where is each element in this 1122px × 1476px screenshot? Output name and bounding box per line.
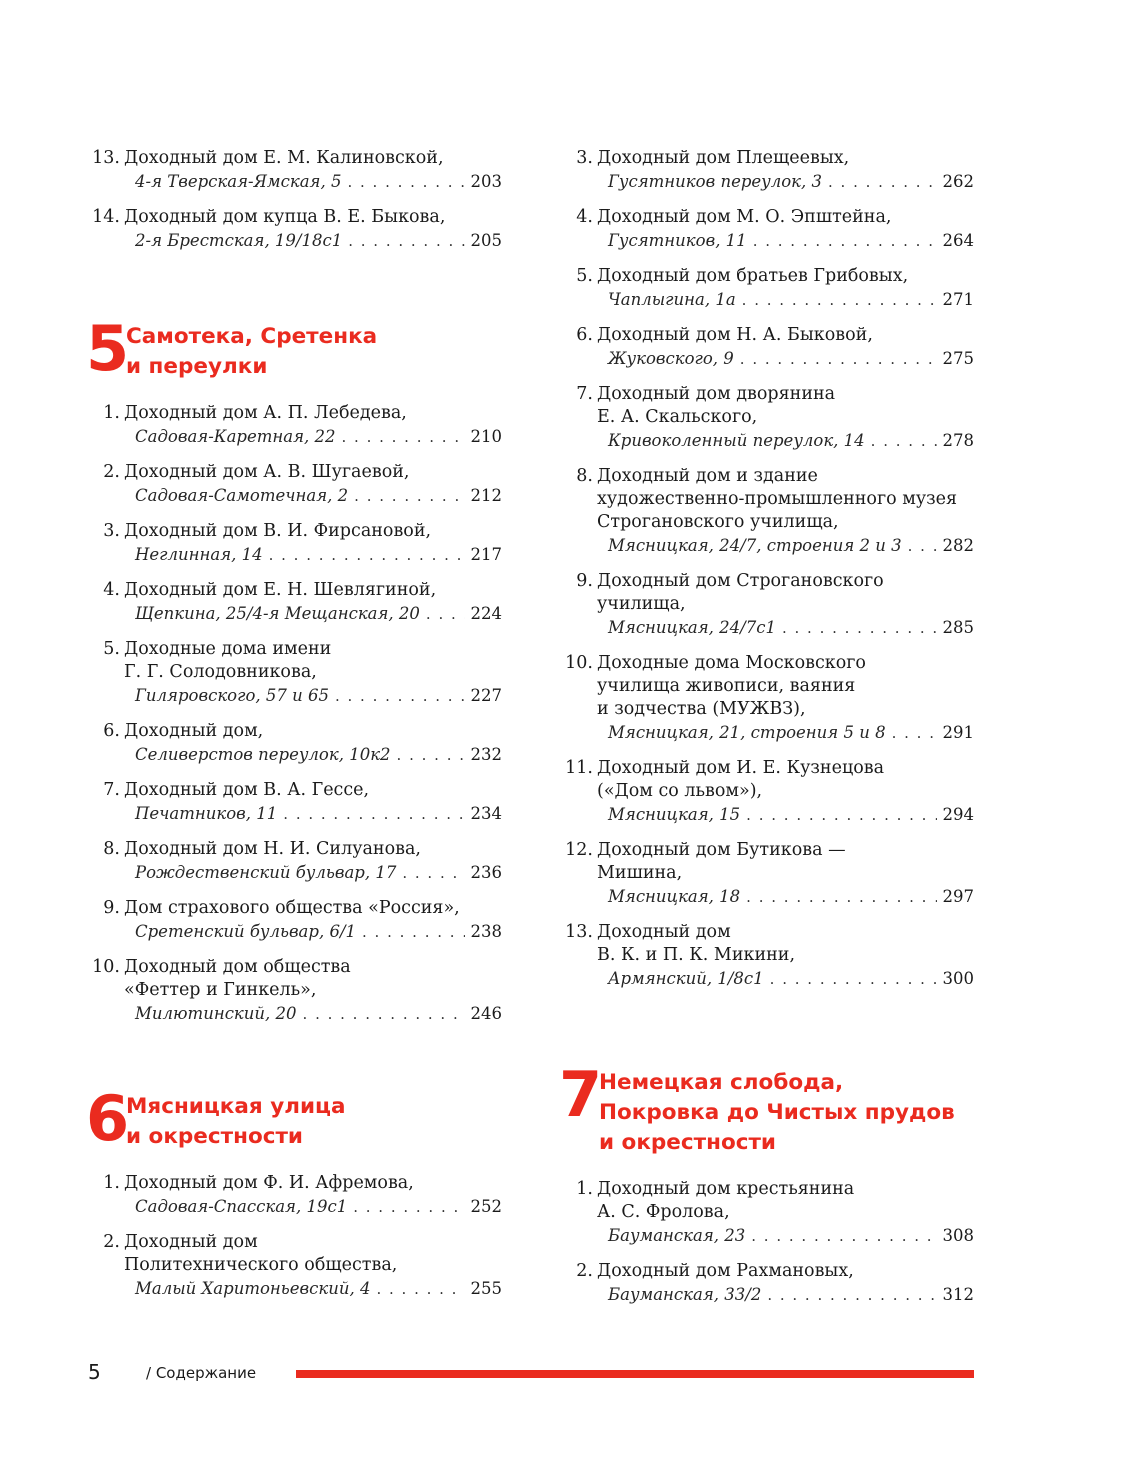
- dot-leader: [303, 1003, 465, 1026]
- dot-leader: [770, 968, 937, 991]
- entry-title-line: [90, 1254, 502, 1277]
- entry-title: («Дом со львом»),: [597, 781, 763, 801]
- entry-title-line: [563, 324, 974, 347]
- entry-address: Сретенский бульвар, 6/1: [135, 922, 357, 941]
- entry-number: 1.: [103, 403, 120, 423]
- toc-entry[interactable]: [563, 921, 974, 990]
- entry-page-number[interactable]: 252: [470, 1197, 502, 1216]
- dot-leader: [397, 744, 465, 767]
- entry-number: 9.: [576, 571, 593, 591]
- dot-leader: [740, 348, 937, 371]
- toc-entry[interactable]: [563, 1260, 974, 1306]
- entry-title: Доходный дом Строгановского: [597, 571, 884, 591]
- entry-title: художественно-промышленного музея: [597, 489, 958, 509]
- toc-entry[interactable]: [90, 520, 502, 566]
- entry-number: 1.: [103, 1173, 120, 1193]
- entry-address-line: [90, 861, 502, 884]
- entry-title: Доходный дом Н. И. Силуанова,: [124, 839, 421, 859]
- entry-address-line: [90, 1277, 502, 1300]
- entry-page-number[interactable]: 238: [470, 922, 502, 941]
- entry-address: Кривоколенный переулок, 14: [608, 431, 865, 450]
- entry-title: Доходные дома Московского: [597, 653, 866, 673]
- entry-address: Бауманская, 33/2: [608, 1285, 762, 1304]
- toc-entry[interactable]: [90, 402, 502, 448]
- toc-entry[interactable]: [563, 147, 974, 193]
- entry-title-line: [563, 511, 974, 534]
- entry-page-number[interactable]: 217: [470, 545, 502, 564]
- entry-page-number[interactable]: 234: [470, 804, 502, 823]
- toc-entry[interactable]: [90, 1172, 502, 1218]
- entry-number: 3.: [103, 521, 120, 541]
- entry-address: Мясницкая, 15: [608, 805, 741, 824]
- entry-address: Мясницкая, 18: [608, 887, 741, 906]
- chapter-title-line: и переулки: [126, 354, 268, 379]
- entry-title-line: [563, 652, 974, 675]
- entry-address: Рождественский бульвар, 17: [135, 863, 397, 882]
- dot-leader: [347, 171, 464, 194]
- entry-title-line: [563, 265, 974, 288]
- entry-page-number[interactable]: 212: [470, 486, 502, 505]
- entry-title: Доходный дом Н. А. Быковой,: [597, 325, 873, 345]
- entry-title: Доходный дом А. В. Шугаевой,: [124, 462, 410, 482]
- entry-title-line: [90, 402, 502, 425]
- entry-address: Армянский, 1/8с1: [608, 969, 764, 988]
- chapter-5-heading: [86, 312, 502, 385]
- entry-title: Доходный дом: [124, 1232, 258, 1252]
- entry-address-line: [90, 1002, 502, 1025]
- page-number: 5: [88, 1360, 101, 1384]
- entry-page-number[interactable]: 264: [942, 231, 974, 250]
- entry-title-line: [563, 147, 974, 170]
- entry-number: 9.: [103, 898, 120, 918]
- toc-entry[interactable]: [90, 147, 502, 193]
- entry-title-line: [90, 956, 502, 979]
- entry-title-line: [90, 579, 502, 602]
- dot-leader: [354, 485, 464, 508]
- entry-address-line: [563, 429, 974, 452]
- chapter-7-heading: [559, 1058, 974, 1160]
- chapter-title-line: Самотека, Сретенка: [126, 324, 378, 349]
- entry-address-line: [90, 170, 502, 193]
- toc-entry[interactable]: [90, 461, 502, 507]
- entry-title-line: [563, 921, 974, 944]
- entry-number: 10.: [92, 957, 120, 977]
- dot-leader: [402, 862, 464, 885]
- entry-title: А. С. Фролова,: [597, 1202, 730, 1222]
- entry-title-line: [563, 570, 974, 593]
- toc-entry[interactable]: [563, 265, 974, 311]
- dot-leader: [753, 230, 937, 253]
- dot-leader: [283, 803, 464, 826]
- entry-title-line: [563, 406, 974, 429]
- entry-address: 2-я Брестская, 19/18с1: [135, 231, 343, 250]
- entry-title: Доходный дом Е. Н. Шевлягиной,: [124, 580, 437, 600]
- entry-title-line: [90, 638, 502, 661]
- entry-address: Садовая-Каретная, 22: [135, 427, 336, 446]
- entry-address-line: [90, 484, 502, 507]
- toc-entry[interactable]: [90, 206, 502, 252]
- entry-title: Доходный дом Е. М. Калиновской,: [124, 148, 444, 168]
- entry-address-line: [563, 721, 974, 744]
- toc-entry[interactable]: [563, 652, 974, 744]
- entry-number: 11.: [565, 758, 593, 778]
- dot-leader: [908, 535, 937, 558]
- entry-title-line: [90, 779, 502, 802]
- chapter-6-heading: [86, 1082, 502, 1155]
- entry-title: Доходный дом дворянина: [597, 384, 836, 404]
- entry-page-number[interactable]: 275: [942, 349, 974, 368]
- entry-title: Доходный дом М. О. Эпштейна,: [597, 207, 892, 227]
- entry-title-line: [563, 1260, 974, 1283]
- entry-number: 14.: [92, 207, 120, 227]
- entry-number: 2.: [576, 1261, 593, 1281]
- entry-title: Доходный дом И. Е. Кузнецова: [597, 758, 885, 778]
- entry-address-line: [563, 967, 974, 990]
- dot-leader: [871, 430, 937, 453]
- entry-title: Доходный дом А. П. Лебедева,: [124, 403, 407, 423]
- entry-address: Садовая-Самотечная, 2: [135, 486, 349, 505]
- entry-page-number[interactable]: 262: [942, 172, 974, 191]
- entry-number: 13.: [565, 922, 593, 942]
- entry-title-line: [90, 838, 502, 861]
- chapter-title: [599, 1068, 955, 1158]
- entry-title: Доходный дом братьев Грибовых,: [597, 266, 909, 286]
- entry-page-number[interactable]: 312: [942, 1285, 974, 1304]
- entry-number: 13.: [92, 148, 120, 168]
- entry-address-line: [563, 534, 974, 557]
- entry-number: 7.: [576, 384, 593, 404]
- entry-title-line: [563, 488, 974, 511]
- entry-number: 10.: [565, 653, 593, 673]
- entry-address: Чаплыгина, 1а: [608, 290, 736, 309]
- entry-address: Селиверстов переулок, 10к2: [135, 745, 391, 764]
- entry-address: 4-я Тверская-Ямская, 5: [135, 172, 342, 191]
- dot-leader: [782, 617, 937, 640]
- toc-entry[interactable]: [90, 838, 502, 884]
- section-name: / Содержание: [146, 1364, 257, 1382]
- entry-title: училища живописи, ваяния: [597, 676, 856, 696]
- entry-title-line: [563, 465, 974, 488]
- entry-page-number[interactable]: 278: [942, 431, 974, 450]
- toc-entry[interactable]: [90, 1231, 502, 1300]
- entry-number: 5.: [103, 639, 120, 659]
- chapter-title-line: и окрестности: [599, 1130, 776, 1155]
- entry-title-line: [90, 979, 502, 1002]
- toc-entry[interactable]: [90, 638, 502, 707]
- entry-address-line: [90, 684, 502, 707]
- chapter-title-line: Немецкая слобода,: [599, 1070, 844, 1095]
- entry-address-line: [563, 1224, 974, 1247]
- entry-title-line: [90, 897, 502, 920]
- entry-address-line: [90, 543, 502, 566]
- entry-title-line: [563, 1178, 974, 1201]
- entry-title: и зодчества (МУЖВЗ),: [597, 699, 806, 719]
- entry-page-number[interactable]: 294: [942, 805, 974, 824]
- dot-leader: [828, 171, 936, 194]
- dot-leader: [751, 1225, 936, 1248]
- entry-title-line: [563, 593, 974, 616]
- toc-entry[interactable]: [90, 720, 502, 766]
- entry-title: Доходный дом и здание: [597, 466, 818, 486]
- entry-page-number[interactable]: 227: [470, 686, 502, 705]
- dot-leader: [335, 685, 465, 708]
- entry-address: Мясницкая, 24/7с1: [608, 618, 776, 637]
- entry-address: Мясницкая, 21, строения 5 и 8: [608, 723, 886, 742]
- entry-address-line: [563, 170, 974, 193]
- dot-leader: [426, 603, 465, 626]
- entry-title: Доходный дом,: [124, 721, 264, 741]
- entry-address-line: [563, 229, 974, 252]
- entry-page-number[interactable]: 236: [470, 863, 502, 882]
- entry-address-line: [90, 802, 502, 825]
- entry-title-line: [563, 757, 974, 780]
- dot-leader: [348, 230, 464, 253]
- entry-number: 4.: [576, 207, 593, 227]
- entry-address: Гусятников, 11: [608, 231, 747, 250]
- entry-title: Доходный дом Ф. И. Афремова,: [124, 1173, 414, 1193]
- entry-title: Доходный дом Бутикова —: [597, 840, 846, 860]
- entry-address-line: [563, 885, 974, 908]
- entry-address: Мясницкая, 24/7, строения 2 и 3: [608, 536, 902, 555]
- entry-title: Дом страхового общества «Россия»,: [124, 898, 460, 918]
- entry-number: 2.: [103, 1232, 120, 1252]
- toc-entry[interactable]: [563, 206, 974, 252]
- entry-title: Доходные дома имени: [124, 639, 332, 659]
- dot-leader: [362, 921, 464, 944]
- entry-page-number[interactable]: 308: [942, 1226, 974, 1245]
- entry-title: Доходный дом Плещеевых,: [597, 148, 850, 168]
- entry-title: Мишина,: [597, 863, 683, 883]
- entry-title: Г. Г. Солодовникова,: [124, 662, 317, 682]
- dot-leader: [742, 289, 937, 312]
- entry-address: Малый Харитоньевский, 4: [135, 1279, 371, 1298]
- toc-entry[interactable]: [90, 897, 502, 943]
- entry-number: 7.: [103, 780, 120, 800]
- entry-title-line: [90, 461, 502, 484]
- entry-address-line: [90, 425, 502, 448]
- entry-address: Бауманская, 23: [608, 1226, 746, 1245]
- chapter-title-line: и окрестности: [126, 1124, 303, 1149]
- entry-title-line: [90, 661, 502, 684]
- toc-entry[interactable]: [563, 757, 974, 826]
- entry-number: 2.: [103, 462, 120, 482]
- entry-address-line: [563, 347, 974, 370]
- toc-entry[interactable]: [563, 1178, 974, 1247]
- chapter-title-line: Мясницкая улица: [126, 1094, 346, 1119]
- entry-page-number[interactable]: 246: [470, 1004, 502, 1023]
- entry-number: 5.: [576, 266, 593, 286]
- entry-title: Доходный дом общества: [124, 957, 351, 977]
- entry-page-number[interactable]: 291: [942, 723, 974, 742]
- entry-title-line: [90, 720, 502, 743]
- entry-address-line: [90, 602, 502, 625]
- entry-title: Доходный дом купца В. Е. Быкова,: [124, 207, 446, 227]
- entry-title: Строгановского училища,: [597, 512, 839, 532]
- entry-number: 8.: [576, 466, 593, 486]
- entry-title-line: [563, 862, 974, 885]
- toc-entry[interactable]: [90, 579, 502, 625]
- entry-address: Печатников, 11: [135, 804, 278, 823]
- entry-title-line: [563, 839, 974, 862]
- entry-page-number[interactable]: 210: [470, 427, 502, 446]
- dot-leader: [892, 722, 937, 745]
- entry-page-number[interactable]: 232: [470, 745, 502, 764]
- dot-leader: [767, 1284, 936, 1307]
- dot-leader: [269, 544, 465, 567]
- entry-title-line: [563, 1201, 974, 1224]
- entry-page-number[interactable]: 203: [470, 172, 502, 191]
- entry-address-line: [563, 288, 974, 311]
- toc-entry[interactable]: [563, 465, 974, 557]
- entry-address: Гиляровского, 57 и 65: [135, 686, 329, 705]
- entry-page-number[interactable]: 205: [470, 231, 502, 250]
- toc-entry[interactable]: [563, 324, 974, 370]
- entry-address: Жуковского, 9: [608, 349, 734, 368]
- entry-title-line: [563, 944, 974, 967]
- toc-entry[interactable]: [563, 839, 974, 908]
- entry-number: 8.: [103, 839, 120, 859]
- entry-title: Доходный дом крестьянина: [597, 1179, 855, 1199]
- entry-address-line: [563, 1283, 974, 1306]
- dot-leader: [376, 1278, 464, 1301]
- entry-title-line: [563, 780, 974, 803]
- entry-title: Е. А. Скальского,: [597, 407, 758, 427]
- toc-entry[interactable]: [90, 956, 502, 1025]
- entry-title: Доходный дом В. И. Фирсановой,: [124, 521, 432, 541]
- dot-leader: [746, 886, 936, 909]
- entry-title: Доходный дом: [597, 922, 731, 942]
- entry-address-line: [90, 743, 502, 766]
- entry-number: 3.: [576, 148, 593, 168]
- entry-address-line: [90, 920, 502, 943]
- entry-address: Гусятников переулок, 3: [608, 172, 823, 191]
- entry-address: Щепкина, 25/4-я Мещанская, 20: [135, 604, 420, 623]
- entry-title-line: [90, 520, 502, 543]
- chapter-number: 7: [559, 1058, 603, 1131]
- chapter-number: 6: [86, 1082, 130, 1155]
- entry-title: Политехнического общества,: [124, 1255, 398, 1275]
- entry-address-line: [563, 803, 974, 826]
- entry-title: Доходный дом В. А. Гессе,: [124, 780, 370, 800]
- entry-title-line: [90, 147, 502, 170]
- entry-address-line: [563, 616, 974, 639]
- entry-page-number[interactable]: 271: [942, 290, 974, 309]
- entry-number: 1.: [576, 1179, 593, 1199]
- dot-leader: [342, 426, 465, 449]
- entry-address-line: [90, 1195, 502, 1218]
- footer-accent-bar: [296, 1370, 974, 1378]
- dot-leader: [746, 804, 936, 827]
- entry-title-line: [563, 206, 974, 229]
- entry-title-line: [90, 206, 502, 229]
- toc-entry[interactable]: [563, 570, 974, 639]
- chapter-number: 5: [86, 312, 130, 385]
- entry-address: Садовая-Спасская, 19с1: [135, 1197, 348, 1216]
- chapter-title: [126, 322, 377, 382]
- entry-number: 6.: [103, 721, 120, 741]
- entry-number: 4.: [103, 580, 120, 600]
- dot-leader: [353, 1196, 464, 1219]
- entry-title: училища,: [597, 594, 686, 614]
- chapter-title-line: Покровка до Чистых прудов: [599, 1100, 955, 1125]
- entry-title: Доходный дом Рахмановых,: [597, 1261, 854, 1281]
- entry-page-number[interactable]: 282: [942, 536, 974, 555]
- entry-address: Неглинная, 14: [135, 545, 263, 564]
- chapter-title: [126, 1092, 345, 1152]
- entry-title: «Феттер и Гинкель»,: [124, 980, 317, 1000]
- entry-address: Милютинский, 20: [135, 1004, 297, 1023]
- entry-page-number[interactable]: 224: [470, 604, 502, 623]
- entry-title-line: [563, 698, 974, 721]
- entry-title: В. К. и П. К. Микини,: [597, 945, 796, 965]
- entry-title-line: [90, 1172, 502, 1195]
- entry-page-number[interactable]: 255: [470, 1279, 502, 1298]
- entry-title-line: [90, 1231, 502, 1254]
- entry-title-line: [563, 383, 974, 406]
- entry-page-number[interactable]: 300: [942, 969, 974, 988]
- toc-entry[interactable]: [90, 779, 502, 825]
- entry-page-number[interactable]: 297: [942, 887, 974, 906]
- entry-address-line: [90, 229, 502, 252]
- entry-number: 6.: [576, 325, 593, 345]
- entry-title-line: [563, 675, 974, 698]
- toc-entry[interactable]: [563, 383, 974, 452]
- entry-number: 12.: [565, 840, 593, 860]
- entry-page-number[interactable]: 285: [942, 618, 974, 637]
